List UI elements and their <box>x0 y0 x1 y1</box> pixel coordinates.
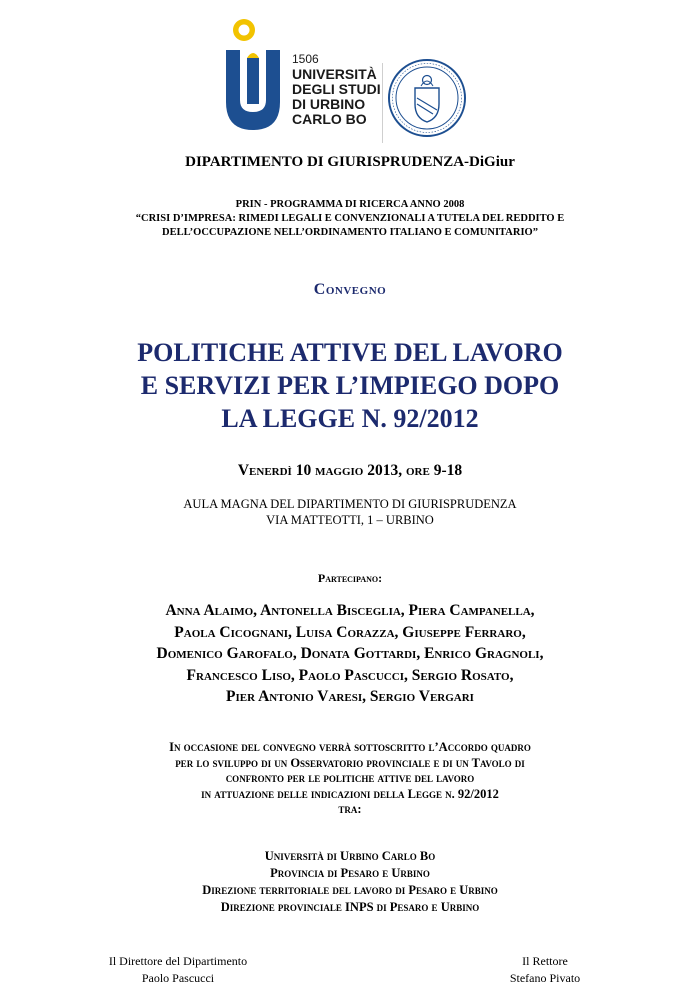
event-type: Convegno <box>313 281 387 298</box>
institutions-list <box>0 848 700 916</box>
participants-line: Domenico Garofalo, Donata Gottardi, Enrico Gragnoli, <box>156 645 544 662</box>
venue-line: VIA MATTEOTTI, 1 – URBINO <box>266 513 434 527</box>
title-line: E SERVIZI PER L’IMPIEGO DOPO <box>140 371 560 400</box>
director-role: Il Direttore del Dipartimento <box>108 954 248 968</box>
department-heading: DIPARTIMENTO DI GIURISPRUDENZA-DiGiur <box>185 154 515 170</box>
participants-line: Pier Antonio Varesi, Sergio Vergari <box>226 688 474 705</box>
title-line: LA LEGGE N. 92/2012 <box>221 404 479 433</box>
institution-item: Direzione territoriale del lavoro di Pesaro e Urbino <box>202 883 498 897</box>
logo-divider <box>382 63 383 143</box>
agreement-line: per lo sviluppo di un Osservatorio provinciale e di un Tavolo di <box>175 755 525 770</box>
logo-line: DI URBINO <box>292 96 366 112</box>
event-venue <box>0 496 700 528</box>
venue-line: AULA MAGNA DEL DIPARTIMENTO DI GIURISPRUDENZA <box>183 497 517 511</box>
director-name: Paolo Pascucci <box>141 971 215 985</box>
participants-line: Paola Cicognani, Luisa Corazza, Giuseppe Ferraro, <box>174 623 526 641</box>
university-seal-icon <box>387 58 467 138</box>
prin-line: PRIN - PROGRAMMA DI RICERCA ANNO 2008 <box>235 199 465 210</box>
participants-line: Francesco Liso, Paolo Pascucci, Sergio Rosato, <box>186 666 514 684</box>
event-title <box>0 336 700 435</box>
founding-year: 1506 <box>292 52 319 66</box>
participants-label: Partecipano: <box>317 571 383 585</box>
logo-line: CARLO BO <box>292 111 367 127</box>
logo-line: DEGLI STUDI <box>292 81 381 97</box>
event-date: Venerdì 10 maggio 2013, ore 9-18 <box>237 462 463 479</box>
agreement-line: tra: <box>338 802 362 816</box>
institution-item: Provincia di Pesaro e Urbino <box>270 866 430 880</box>
agreement-notice <box>0 740 700 818</box>
university-name <box>292 52 381 127</box>
logo-line: UNIVERSITÀ <box>292 66 377 82</box>
agreement-line: In occasione del convegno verrà sottoscritto l’Accordo quadro <box>169 740 531 754</box>
participants-list <box>0 600 700 708</box>
participants-line: Anna Alaimo, Antonella Bisceglia, Piera Campanella, <box>165 602 535 619</box>
rector-signature <box>490 953 600 987</box>
institution-item: Direzione provinciale INPS di Pesaro e Urbino <box>220 900 480 914</box>
agreement-line: confronto per le politiche attive del lavoro <box>225 771 475 785</box>
research-program <box>0 198 700 240</box>
title-line: POLITICHE ATTIVE DEL LAVORO <box>137 338 563 367</box>
institution-item: Università di Urbino Carlo Bo <box>264 849 436 863</box>
university-mark-icon <box>222 18 284 136</box>
rector-name: Stefano Pivato <box>509 971 581 985</box>
prin-line: “CRISI D’IMPRESA: RIMEDI LEGALI E CONVENZIONALI A TUTELA DEL REDDITO E <box>135 213 565 224</box>
rector-role: Il Rettore <box>522 954 568 968</box>
agreement-line: in attuazione delle indicazioni della Legge n. 92/2012 <box>201 786 499 801</box>
university-logo <box>222 18 472 136</box>
director-signature <box>88 953 268 987</box>
prin-line: DELL’OCCUPAZIONE NELL’ORDINAMENTO ITALIANO E COMUNITARIO” <box>162 227 538 238</box>
